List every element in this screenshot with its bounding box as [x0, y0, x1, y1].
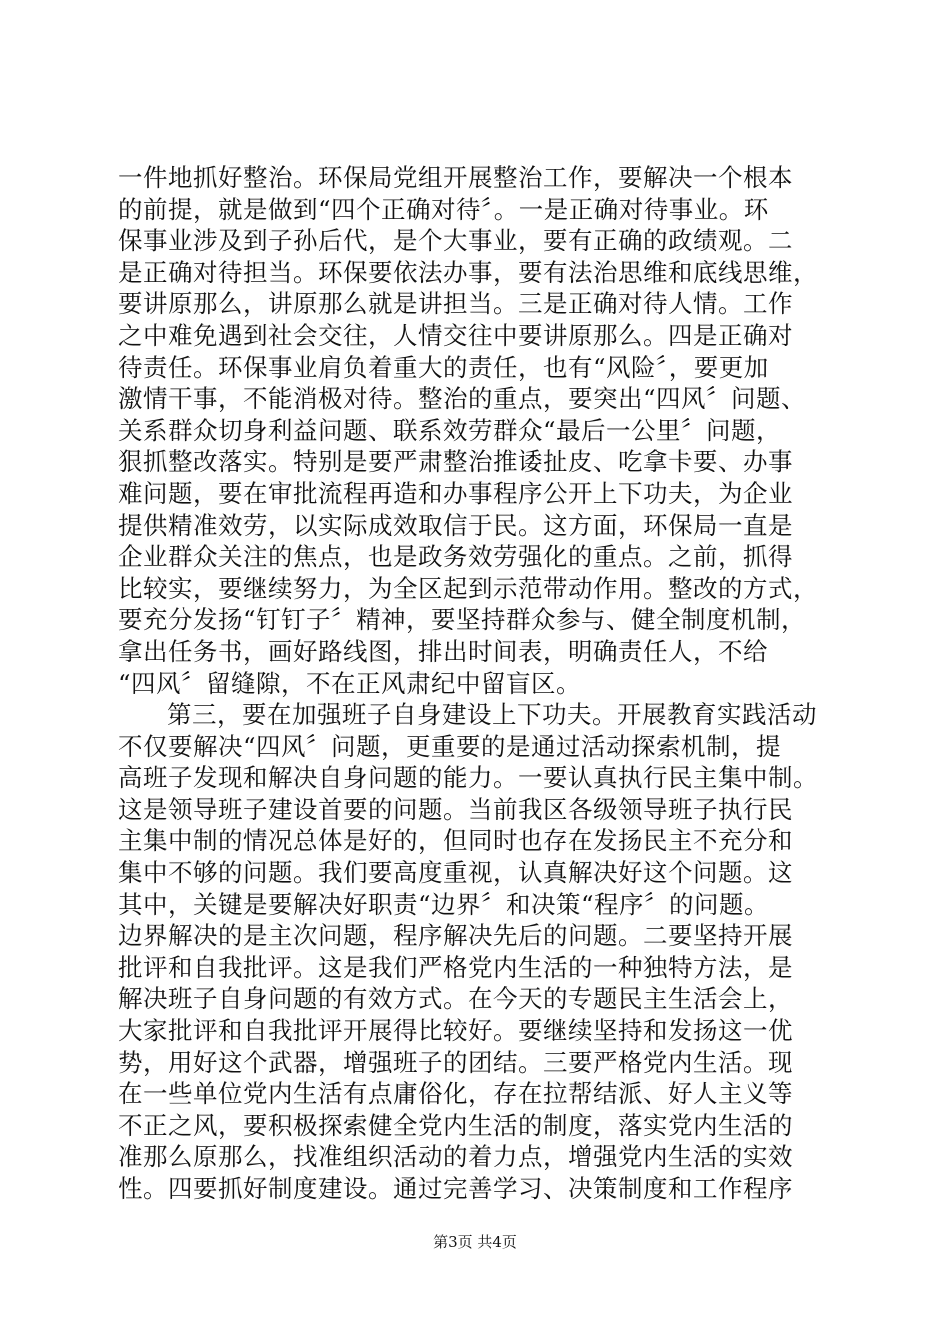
text-line: 其中，关键是要解决好职责“边界〞和决策“程序〞的问题。: [118, 889, 770, 919]
text-line: “四风〞留缝隙，不在正风肃纪中留盲区。: [118, 668, 582, 698]
text-line: 保事业涉及到子孙后代，是个大事业，要有正确的政绩观。二: [118, 226, 793, 256]
text-line: 要讲原那么，讲原那么就是讲担当。三是正确对待人情。工作: [118, 289, 793, 319]
text-line: 要充分发扬“钉钉子〞精神，要坚持群众参与、健全制度机制，: [118, 605, 807, 635]
text-line: 高班子发现和解决自身问题的能力。一要认真执行民主集中制。: [118, 763, 818, 793]
body-text: [118, 162, 838, 1205]
text-line: 边界解决的是主次问题，程序解决先后的问题。二要坚持开展: [118, 921, 793, 951]
text-line: 是正确对待担当。环保要依法办事，要有法治思维和底线思维，: [118, 257, 818, 287]
text-line: 提供精准效劳，以实际成效取信于民。这方面，环保局一直是: [118, 510, 793, 540]
text-line: 之中难免遇到社会交往，人情交往中要讲原那么。四是正确对: [118, 320, 793, 350]
text-line: 大家批评和自我批评开展得比较好。要继续坚持和发扬这一优: [118, 1016, 793, 1046]
text-line: 不仅要解决“四风〞问题，更重要的是通过活动探索机制，提: [118, 731, 782, 761]
text-line: 难问题，要在审批流程再造和办事程序公开上下功夫，为企业: [118, 478, 793, 508]
text-line: 比较实，要继续努力，为全区起到示范带动作用。整改的方式，: [118, 573, 818, 603]
text-line: 解决班子自身问题的有效方式。在今天的专题民主生活会上，: [118, 984, 793, 1014]
page-footer: [0, 1232, 950, 1252]
text-line: 待责任。环保事业肩负着重大的责任，也有“风险〞，要更加: [118, 352, 769, 382]
text-line: 狠抓整改落实。特别是要严肃整治推诿扯皮、吃拿卡要、办事: [118, 447, 793, 477]
text-line: 集中不够的问题。我们要高度重视，认真解决好这个问题。这: [118, 858, 793, 888]
text-line: 主集中制的情况总体是好的，但同时也存在发扬民主不充分和: [118, 826, 793, 856]
text-line: 这是领导班子建设首要的问题。当前我区各级领导班子执行民: [118, 794, 793, 824]
text-line: 拿出任务书，画好路线图，排出时间表，明确责任人，不给: [118, 636, 768, 666]
text-line: 一件地抓好整治。环保局党组开展整治工作，要解决一个根本: [118, 163, 793, 192]
text-line: 在一些单位党内生活有点庸俗化，存在拉帮结派、好人主义等: [118, 1079, 793, 1109]
text-line: 关系群众切身利益问题、联系效劳群众“最后一公里〞问题，: [118, 415, 782, 445]
text-line: 不正之风，要积极探索健全党内生活的制度，落实党内生活的: [118, 1110, 793, 1140]
paragraph-start-line: 第三，要在加强班子自身建设上下功夫。开展教育实践活动: [167, 700, 817, 730]
text-line: 势，用好这个武器，增强班子的团结。三要严格党内生活。现: [118, 1047, 793, 1077]
page-number-label: 第3页 共4页: [433, 1233, 517, 1251]
text-line: 准那么原那么，找准组织活动的着力点，增强党内生活的实效: [118, 1142, 793, 1172]
text-line: 性。四要抓好制度建设。通过完善学习、决策制度和工作程序: [118, 1174, 793, 1203]
text-line: 企业群众关注的焦点，也是政务效劳强化的重点。之前，抓得: [118, 542, 793, 572]
text-line: 激情干事，不能消极对待。整治的重点，要突出“四风〞问题、: [118, 384, 807, 414]
text-line: 批评和自我批评。这是我们严格党内生活的一种独特方法，是: [118, 952, 793, 982]
text-line: 的前提，就是做到“四个正确对待〞。一是正确对待事业。环: [118, 194, 769, 224]
